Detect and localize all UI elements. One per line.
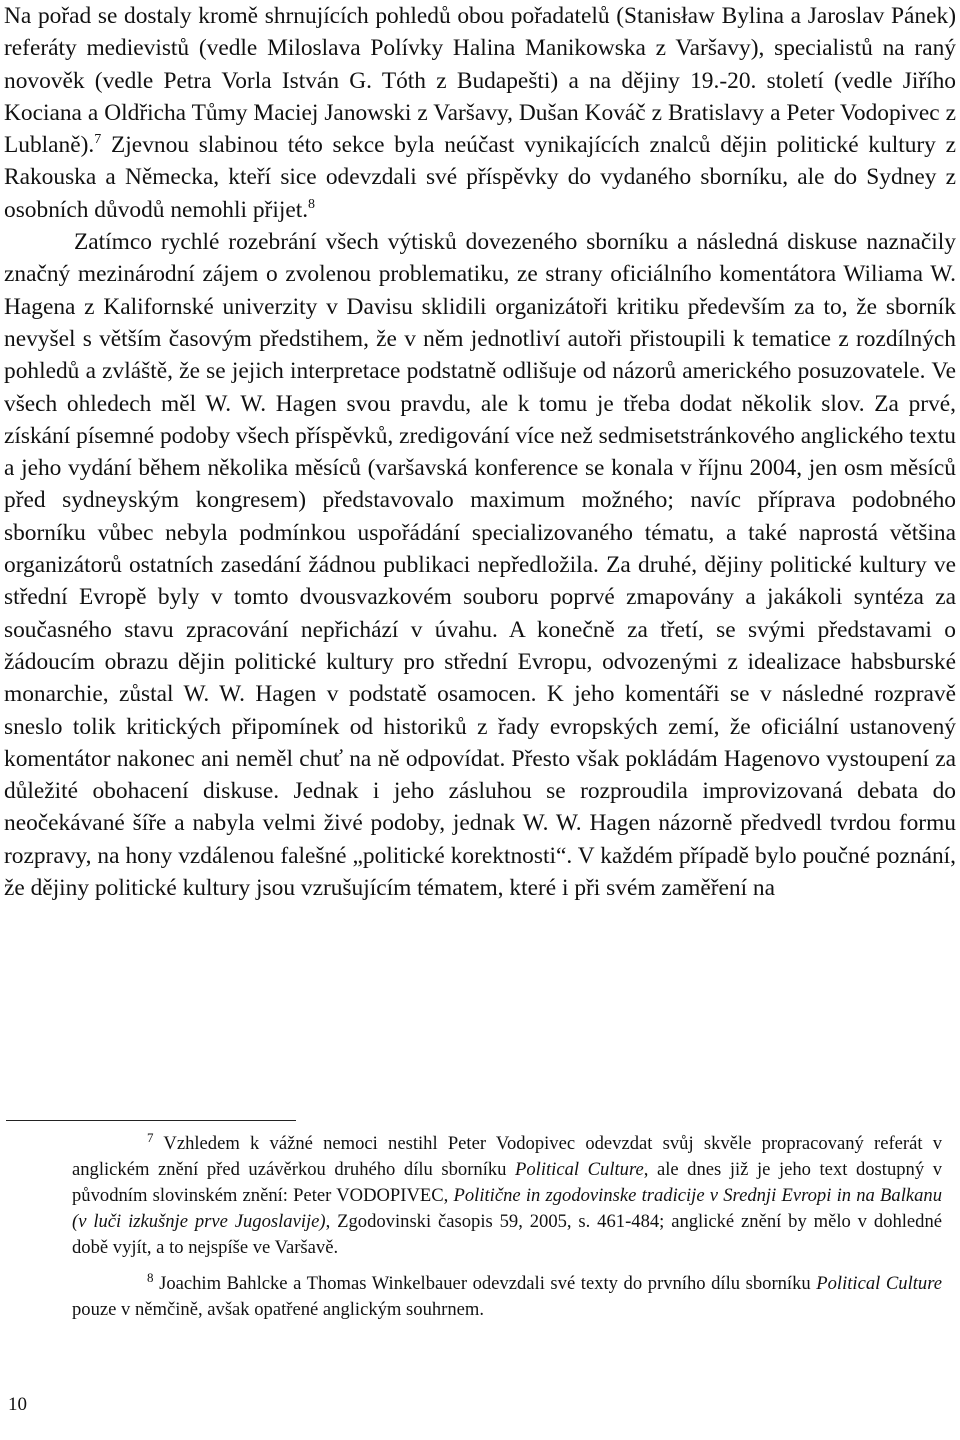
footnote-8	[4, 1271, 942, 1323]
footnote-separator	[6, 1120, 296, 1121]
paragraph-1	[4, 0, 956, 226]
paragraph-2: Zatímco rychlé rozebrání všech výtisků dovezeného sborníku a následná diskuse naznačily značný mezinárodní zájem o zvolenou problematiku, ze strany oficiálního komentátora Wiliama W. Hagena z Kalifornské univerzity v Davisu sklidili organizátoři kritiku především za to, že sborník nevyšel s větším časovým předstihem, že v něm jednotliví autoři přistoupili k tematice z rozdílných pohledů a zvláště, že se jejich interpretace podstatně odlišuje od názorů amerického posuzovatele. Ve všech ohledech měl W. W. Hagen svou pravdu, ale k tomu je třeba dodat několik slov. Za prvé, získání písemné podoby všech příspěvků, zredigování více než sedmisetstránkového anglického textu a jeho vydání během několika měsíců (varšavská konference se konala v říjnu 2004, jen osm měsíců před sydneyským kongresem) představovalo maximum možného; navíc příprava podobného sborníku vůbec nebyla podmínkou uspořádání specializovaného tématu, a také naprostá většina organizátorů ostatních zasedání žádnou publikaci nepředložila. Za druhé, dějiny politické kultury ve střední Evropě byly v tomto dvousvazkovém souboru poprvé zmapovány a jakákoli syntéza za současného stavu zpracování nepřichází v úvahu. A konečně za třetí, se svými představami o žádoucím obrazu dějin politické kultury pro střední Evropu, odvozenými z idealizace habsburské monarchie, zůstal W. W. Hagen v podstatě osamocen. K jeho komentáři se v následné rozpravě sneslo tolik kritických připomínek od historiků z řady evropských zemí, že oficiální ustanovený komentátor nakonec ani neměl chuť na ně odpovídat. Přesto však pokládám Hagenovo vystoupení za důležité obohacení diskuse. Jednak i jeho zásluhou se rozproudila improvizovaná debata do neočekávané šíře a nabyla velmi živé podoby, jednak W. W. Hagen názorně předvedl tvrdou formu rozpravy, na hony vzdálenou falešné „politické korektnosti“. V každém případě bylo poučné poznání, že dějiny politické kultury jsou vzrušujícím tématem, které i při svém zaměření na	[4, 229, 956, 902]
footnote-text: Vzhledem k vážné nemoci nestihl Peter Vodopivec odevzdat svůj skvěle propracovaný referát v anglickém znění před uzávěrkou druhého dílu sborníku	[72, 1133, 943, 1180]
footnote-ref-8: 8	[308, 196, 316, 212]
footnotes	[4, 1131, 942, 1323]
page-number: 10	[8, 1394, 27, 1415]
footnote-7	[4, 1131, 942, 1261]
footnote-text: , ale dnes již je jeho text dostupný v původním slovinském znění: Peter VODOPIVEC,	[72, 1159, 942, 1206]
paragraph-1-text-cont: Zjevnou slabinou této sekce byla neúčast vynikajících znalců dějin politické kultury z Rakouska a Německa, kteří sice odevzdali své příspěvky do vydaného sborníku, ale do Sydney z osobních důvodů nemohli přijet.	[4, 132, 956, 223]
main-text	[4, 0, 956, 904]
footnote-number: 8	[147, 1269, 154, 1285]
footnote-number: 7	[147, 1129, 154, 1145]
footnote-title: Political Culture	[816, 1273, 942, 1294]
footnote-text: pouze v němčině, avšak opatřené anglickým souhrnem.	[72, 1299, 485, 1320]
footnote-title: Political Culture	[515, 1159, 644, 1180]
footnote-text: Joachim Bahlcke a Thomas Winkelbauer odevzdali své texty do prvního dílu sborníku	[159, 1273, 817, 1294]
footnote-title: Politične in zgodovinske tradicije v Srednji Evropi in na Balkanu (v luči izkušnje prve Jugoslavije)	[72, 1185, 942, 1232]
footnote-text: , Zgodovinski časopis 59, 2005, s. 461-484; anglické znění by mělo v dohledné době vyjít, a to nejspíše ve Varšavě.	[72, 1211, 943, 1258]
paragraph-1-text: Na pořad se dostaly kromě shrnujících pohledů obou pořadatelů (Stanisław Bylina a Jaroslav Pánek) referáty medievistů (vedle Miloslava Polívky Halina Manikowska z Varšavy), specialistů na raný novověk (vedle Petra Vorla István G. Tóth z Budapešti) a na dějiny 19.-20. století (vedle Jiřího Kociana a Oldřicha Tůmy Maciej Janowski z Varšavy, Dušan Kováč z Bratislavy a Peter Vodopivec z Lublaně).	[4, 3, 956, 159]
footnote-ref-7: 7	[94, 132, 102, 148]
